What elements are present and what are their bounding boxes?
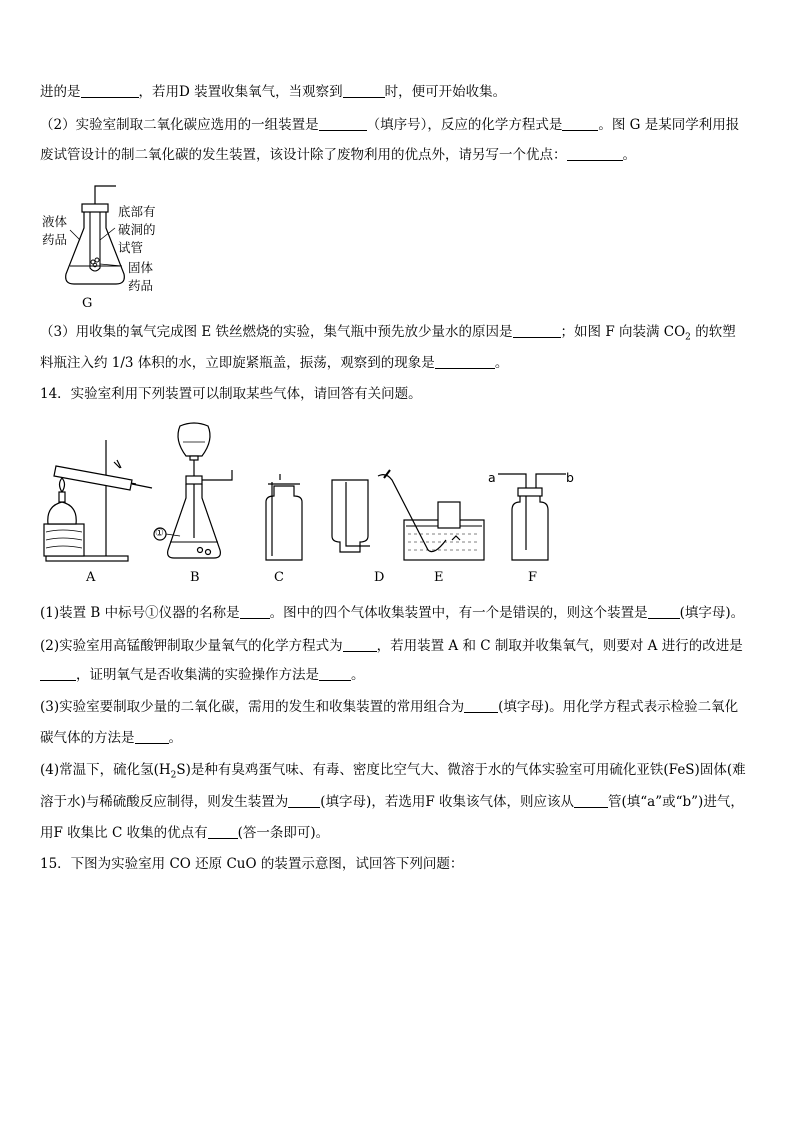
q13-line5 <box>40 353 760 373</box>
label-c: C <box>274 570 284 585</box>
subscript: 2 <box>685 332 691 343</box>
text: (填字母)，若选用F 收集该气体，则应该从 <box>320 794 574 810</box>
q14-p3b <box>40 728 760 748</box>
q14-p3a <box>40 697 760 717</box>
marker-1: ① <box>155 528 164 539</box>
answer-blank[interactable] <box>648 604 680 619</box>
text: 。 <box>494 355 509 371</box>
text: 。 <box>622 147 636 163</box>
liquid-label: 液体 <box>42 214 68 229</box>
text: 料瓶注入约 1/3 体积的水，立即旋紧瓶盖，振荡，观察到的现象是 <box>40 355 435 371</box>
tube-label: 试管 <box>118 240 144 255</box>
q14-p2a <box>40 636 760 656</box>
text: 溶于水)与稀硫酸反应制得，则发生装置为 <box>40 794 289 810</box>
text: (3)实验室要制取少量的二氧化碳，需用的发生和收集装置的常用组合为 <box>40 699 465 715</box>
text: 的软塑 <box>690 324 736 340</box>
answer-blank[interactable] <box>435 354 495 369</box>
figure-apparatus <box>40 410 600 590</box>
answer-blank[interactable] <box>343 637 377 652</box>
tube-b-label: b <box>566 470 574 485</box>
answer-blank[interactable] <box>81 83 139 98</box>
answer-blank[interactable] <box>464 698 498 713</box>
q13-line3 <box>40 145 760 165</box>
figure-caption: G <box>82 296 93 311</box>
text: 管(填“a”或“b”)进气， <box>607 794 744 810</box>
apparatus-drawing <box>40 410 600 590</box>
text: S)是种有臭鸡蛋气味、有毒、密度比空气大、微溶于水的气体实验室可用硫化亚铁(FeS)固体(难 <box>176 762 746 778</box>
solid-label: 药品 <box>128 278 154 293</box>
apparatus-d <box>332 480 370 552</box>
liquid-label: 药品 <box>42 232 68 247</box>
q14-p4a <box>40 760 760 786</box>
solid-label: 固体 <box>128 260 154 275</box>
tube-a-label: a <box>488 470 496 485</box>
text: 。图 G 是某同学利用报 <box>598 117 740 133</box>
q14-p4b <box>40 792 760 812</box>
figure-g <box>40 180 180 315</box>
apparatus-b <box>154 423 232 558</box>
answer-blank[interactable] <box>40 666 76 681</box>
text: ，若用装置 A 和 C 制取并收集氧气，则要对 A 进行的改进是 <box>376 638 743 654</box>
label-e: E <box>434 570 444 585</box>
q14-p4c <box>40 823 760 843</box>
answer-blank[interactable] <box>319 116 367 131</box>
q14-p2b <box>40 665 760 685</box>
q13-line4 <box>40 322 760 348</box>
answer-blank[interactable] <box>208 824 238 839</box>
text: （3）用收集的氧气完成图 E 铁丝燃烧的实验，集气瓶中预先放少量水的原因是 <box>40 324 513 340</box>
q14-title: 14．实验室利用下列装置可以制取某些气体，请回答有关问题。 <box>40 386 422 402</box>
label-f: F <box>528 570 538 585</box>
label-d: D <box>374 570 385 585</box>
text: 。图中的四个气体收集装置中，有一个是错误的，则这个装置是 <box>269 605 648 621</box>
answer-blank[interactable] <box>513 323 561 338</box>
q13-line1 <box>40 82 760 102</box>
text: (4)常温下，硫化氢(H <box>40 762 171 778</box>
answer-blank[interactable] <box>574 793 608 808</box>
answer-blank[interactable] <box>567 146 623 161</box>
text: (填字母)。用化学方程式表示检验二氧化 <box>498 699 739 715</box>
answer-blank[interactable] <box>240 604 270 619</box>
tube-label: 破洞的 <box>118 222 156 237</box>
text: 时，便可开始收集。 <box>384 84 507 100</box>
answer-blank[interactable] <box>288 793 320 808</box>
label-a: A <box>86 570 96 585</box>
text: （2）实验室制取二氧化碳应选用的一组装置是 <box>40 117 319 133</box>
answer-blank[interactable] <box>135 729 169 744</box>
text: 。 <box>168 730 182 746</box>
text: 。 <box>351 667 365 683</box>
answer-blank[interactable] <box>562 116 598 131</box>
text: (答一条即可)。 <box>237 825 330 841</box>
q14-p1 <box>40 603 760 623</box>
q13-line2 <box>40 115 760 135</box>
apparatus-e <box>378 470 484 560</box>
apparatus-f <box>498 474 566 560</box>
q15-title: 15．下图为实验室用 CO 还原 CuO 的装置示意图，试回答下列问题： <box>40 856 464 872</box>
answer-blank[interactable] <box>343 83 385 98</box>
text: ；如图 F 向装满 CO <box>560 324 686 340</box>
answer-blank[interactable] <box>319 666 351 681</box>
text: 碳气体的方法是 <box>40 730 135 746</box>
text: (2)实验室用高锰酸钾制取少量氧气的化学方程式为 <box>40 638 343 654</box>
apparatus-a <box>44 440 152 561</box>
text: (填字母)。 <box>679 605 745 621</box>
apparatus-c <box>266 474 302 560</box>
text: 进的是 <box>40 84 81 100</box>
text: （填序号），反应的化学方程式是 <box>366 117 563 133</box>
text: 用F 收集比 C 收集的优点有 <box>40 825 208 841</box>
text: (1)装置 B 中标号①仪器的名称是 <box>40 605 240 621</box>
text: ，证明氧气是否收集满的实验操作方法是 <box>76 667 319 683</box>
label-b: B <box>190 570 200 585</box>
text: 废试管设计的制二氧化碳的发生装置，该设计除了废物利用的优点外，请另写一个优点： <box>40 147 567 163</box>
text: ，若用D 装置收集氧气，当观察到 <box>138 84 343 100</box>
tube-label: 底部有 <box>118 204 156 219</box>
subscript: 2 <box>170 770 177 781</box>
